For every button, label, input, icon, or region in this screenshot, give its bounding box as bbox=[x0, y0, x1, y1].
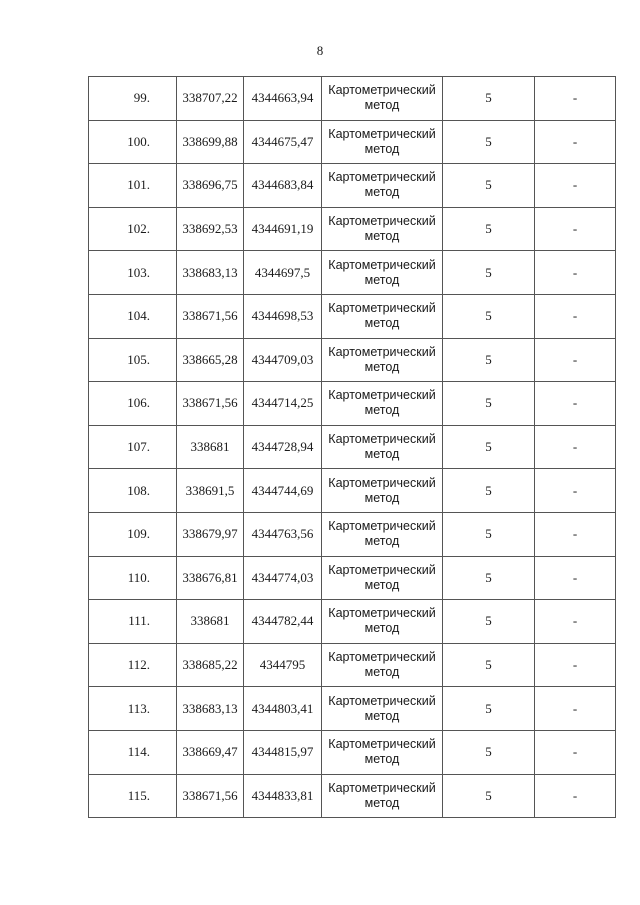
x-coordinate-cell: 338683,13 bbox=[177, 687, 244, 731]
note-cell: - bbox=[535, 512, 616, 556]
note-cell: - bbox=[535, 687, 616, 731]
y-coordinate-cell: 4344728,94 bbox=[244, 425, 322, 469]
accuracy-cell: 5 bbox=[443, 294, 535, 338]
note-cell: - bbox=[535, 730, 616, 774]
note-cell: - bbox=[535, 556, 616, 600]
y-coordinate-cell: 4344763,56 bbox=[244, 512, 322, 556]
table-row bbox=[89, 164, 616, 208]
table-row bbox=[89, 294, 616, 338]
y-coordinate-cell: 4344663,94 bbox=[244, 77, 322, 121]
accuracy-cell: 5 bbox=[443, 77, 535, 121]
x-coordinate-cell: 338685,22 bbox=[177, 643, 244, 687]
y-coordinate-cell: 4344795 bbox=[244, 643, 322, 687]
note-cell: - bbox=[535, 251, 616, 295]
method-cell: Картометрический метод bbox=[322, 730, 443, 774]
table-row bbox=[89, 774, 616, 818]
method-cell: Картометрический метод bbox=[322, 687, 443, 731]
point-number-cell: 103. bbox=[89, 251, 177, 295]
point-number-cell: 101. bbox=[89, 164, 177, 208]
point-number-cell: 111. bbox=[89, 600, 177, 644]
x-coordinate-cell: 338696,75 bbox=[177, 164, 244, 208]
method-cell: Картометрический метод bbox=[322, 600, 443, 644]
table-row bbox=[89, 643, 616, 687]
point-number-cell: 102. bbox=[89, 207, 177, 251]
x-coordinate-cell: 338671,56 bbox=[177, 774, 244, 818]
y-coordinate-cell: 4344709,03 bbox=[244, 338, 322, 382]
note-cell: - bbox=[535, 164, 616, 208]
x-coordinate-cell: 338683,13 bbox=[177, 251, 244, 295]
note-cell: - bbox=[535, 425, 616, 469]
accuracy-cell: 5 bbox=[443, 251, 535, 295]
accuracy-cell: 5 bbox=[443, 469, 535, 513]
x-coordinate-cell: 338699,88 bbox=[177, 120, 244, 164]
x-coordinate-cell: 338707,22 bbox=[177, 77, 244, 121]
point-number-cell: 114. bbox=[89, 730, 177, 774]
coordinates-table bbox=[88, 76, 616, 818]
page-number: 8 bbox=[316, 43, 324, 58]
point-number-cell: 112. bbox=[89, 643, 177, 687]
method-cell: Картометрический метод bbox=[322, 643, 443, 687]
method-cell: Картометрический метод bbox=[322, 774, 443, 818]
method-cell: Картометрический метод bbox=[322, 512, 443, 556]
accuracy-cell: 5 bbox=[443, 774, 535, 818]
accuracy-cell: 5 bbox=[443, 207, 535, 251]
y-coordinate-cell: 4344691,19 bbox=[244, 207, 322, 251]
note-cell: - bbox=[535, 294, 616, 338]
note-cell: - bbox=[535, 120, 616, 164]
point-number-cell: 100. bbox=[89, 120, 177, 164]
point-number-cell: 110. bbox=[89, 556, 177, 600]
table-row bbox=[89, 120, 616, 164]
x-coordinate-cell: 338679,97 bbox=[177, 512, 244, 556]
x-coordinate-cell: 338669,47 bbox=[177, 730, 244, 774]
accuracy-cell: 5 bbox=[443, 556, 535, 600]
accuracy-cell: 5 bbox=[443, 512, 535, 556]
note-cell: - bbox=[535, 382, 616, 426]
method-cell: Картометрический метод bbox=[322, 469, 443, 513]
y-coordinate-cell: 4344714,25 bbox=[244, 382, 322, 426]
accuracy-cell: 5 bbox=[443, 643, 535, 687]
method-cell: Картометрический метод bbox=[322, 382, 443, 426]
x-coordinate-cell: 338676,81 bbox=[177, 556, 244, 600]
method-cell: Картометрический метод bbox=[322, 338, 443, 382]
coordinates-table-body bbox=[89, 77, 616, 818]
table-row bbox=[89, 469, 616, 513]
table-row bbox=[89, 512, 616, 556]
point-number-cell: 108. bbox=[89, 469, 177, 513]
method-cell: Картометрический метод bbox=[322, 164, 443, 208]
note-cell: - bbox=[535, 338, 616, 382]
accuracy-cell: 5 bbox=[443, 382, 535, 426]
x-coordinate-cell: 338671,56 bbox=[177, 382, 244, 426]
table-row bbox=[89, 207, 616, 251]
note-cell: - bbox=[535, 469, 616, 513]
point-number-cell: 113. bbox=[89, 687, 177, 731]
method-cell: Картометрический метод bbox=[322, 425, 443, 469]
y-coordinate-cell: 4344683,84 bbox=[244, 164, 322, 208]
table-row bbox=[89, 425, 616, 469]
y-coordinate-cell: 4344815,97 bbox=[244, 730, 322, 774]
accuracy-cell: 5 bbox=[443, 600, 535, 644]
method-cell: Картометрический метод bbox=[322, 294, 443, 338]
point-number-cell: 109. bbox=[89, 512, 177, 556]
point-number-cell: 99. bbox=[89, 77, 177, 121]
accuracy-cell: 5 bbox=[443, 730, 535, 774]
y-coordinate-cell: 4344803,41 bbox=[244, 687, 322, 731]
note-cell: - bbox=[535, 774, 616, 818]
note-cell: - bbox=[535, 643, 616, 687]
table-row bbox=[89, 77, 616, 121]
table-row bbox=[89, 600, 616, 644]
accuracy-cell: 5 bbox=[443, 687, 535, 731]
method-cell: Картометрический метод bbox=[322, 120, 443, 164]
y-coordinate-cell: 4344774,03 bbox=[244, 556, 322, 600]
x-coordinate-cell: 338681 bbox=[177, 425, 244, 469]
point-number-cell: 107. bbox=[89, 425, 177, 469]
table-row bbox=[89, 382, 616, 426]
note-cell: - bbox=[535, 207, 616, 251]
accuracy-cell: 5 bbox=[443, 164, 535, 208]
y-coordinate-cell: 4344698,53 bbox=[244, 294, 322, 338]
x-coordinate-cell: 338691,5 bbox=[177, 469, 244, 513]
y-coordinate-cell: 4344744,69 bbox=[244, 469, 322, 513]
point-number-cell: 105. bbox=[89, 338, 177, 382]
x-coordinate-cell: 338681 bbox=[177, 600, 244, 644]
point-number-cell: 104. bbox=[89, 294, 177, 338]
x-coordinate-cell: 338671,56 bbox=[177, 294, 244, 338]
table-row bbox=[89, 251, 616, 295]
method-cell: Картометрический метод bbox=[322, 251, 443, 295]
y-coordinate-cell: 4344697,5 bbox=[244, 251, 322, 295]
method-cell: Картометрический метод bbox=[322, 207, 443, 251]
accuracy-cell: 5 bbox=[443, 338, 535, 382]
method-cell: Картометрический метод bbox=[322, 77, 443, 121]
x-coordinate-cell: 338665,28 bbox=[177, 338, 244, 382]
x-coordinate-cell: 338692,53 bbox=[177, 207, 244, 251]
method-cell: Картометрический метод bbox=[322, 556, 443, 600]
table-row bbox=[89, 338, 616, 382]
y-coordinate-cell: 4344675,47 bbox=[244, 120, 322, 164]
table-row bbox=[89, 687, 616, 731]
point-number-cell: 106. bbox=[89, 382, 177, 426]
y-coordinate-cell: 4344833,81 bbox=[244, 774, 322, 818]
table-row bbox=[89, 730, 616, 774]
accuracy-cell: 5 bbox=[443, 120, 535, 164]
note-cell: - bbox=[535, 77, 616, 121]
y-coordinate-cell: 4344782,44 bbox=[244, 600, 322, 644]
note-cell: - bbox=[535, 600, 616, 644]
point-number-cell: 115. bbox=[89, 774, 177, 818]
table-row bbox=[89, 556, 616, 600]
accuracy-cell: 5 bbox=[443, 425, 535, 469]
